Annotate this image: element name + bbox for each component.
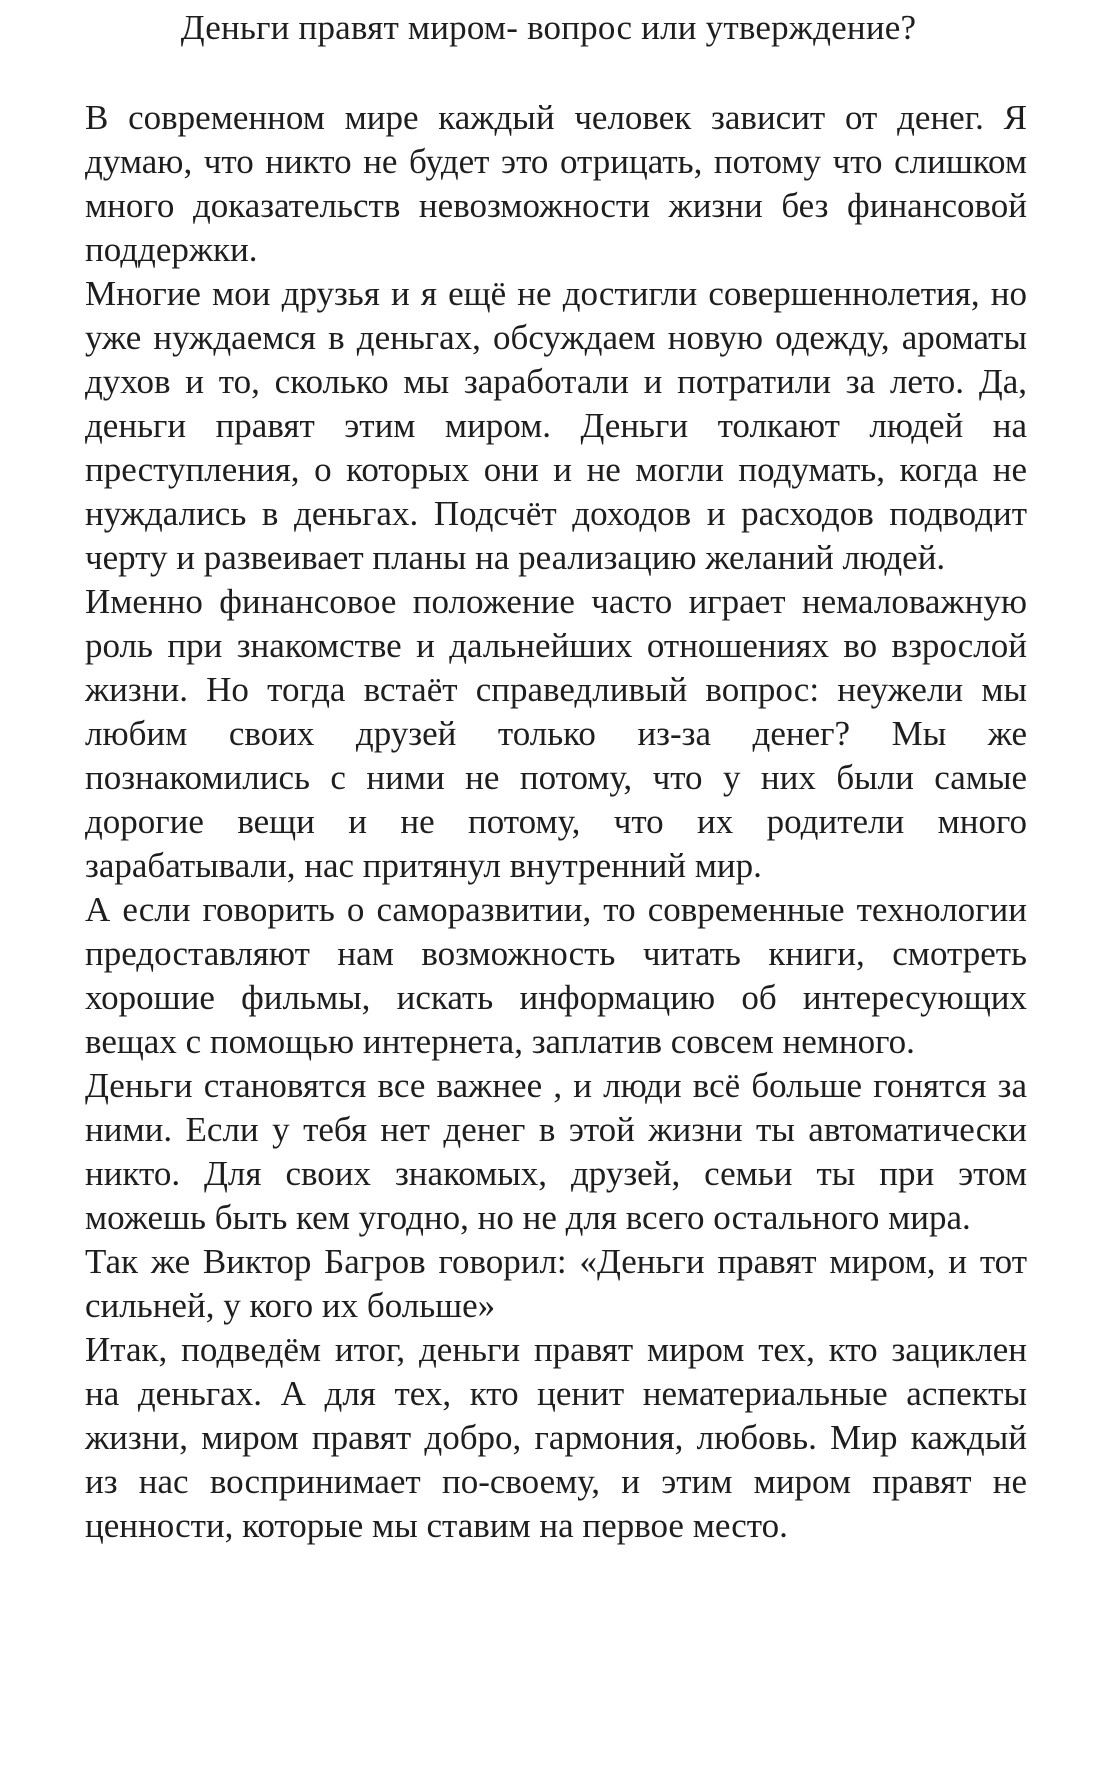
paragraph-1: В современном мире каждый человек зависит от денег. Я думаю, что никто не будет это отрицать, потому что слишком много доказательств невозможности жизни без финансовой поддержки. <box>85 98 1027 269</box>
paragraph-7: Итак, подведём итог, деньги правят миром тех, кто зациклен на деньгах. А для тех, кто ценит нематериальные аспекты жизни, миром правят добро, гармония, любовь. Мир каждый из нас воспринимает по-своему, и этим миром правят не ценности, которые мы ставим на первое место. <box>85 1330 1027 1545</box>
paragraph-4: А если говорить о саморазвитии, то современные технологии предоставляют нам возможность читать книги, смотреть хорошие фильмы, искать информацию об интересующих вещах с помощью интернета, заплатив совсем немного. <box>85 890 1027 1061</box>
paragraph-3: Именно финансовое положение часто играет немаловажную роль при знакомстве и дальнейших отношениях во взрослой жизни. Но тогда встаёт справедливый вопрос: неужели мы любим своих друзей только из-за денег? Мы же познакомились с ними не потому, что у них были самые дорогие вещи и не потому, что их родители много зарабатывали, нас притянул внутренний мир. <box>85 582 1027 885</box>
paragraph-2: Многие мои друзья и я ещё не достигли совершеннолетия, но уже нуждаемся в деньгах, обсуждаем новую одежду, ароматы духов и то, сколько мы заработали и потратили за лето. Да, деньги правят этим миром. Деньги толкают людей на преступления, о которых они и не могли подумать, когда не нуждались в деньгах. Подсчёт доходов и расходов подводит черту и развеивает планы на реализацию желаний людей. <box>85 274 1027 577</box>
document-title: Деньги правят миром- вопрос или утверждение? <box>180 8 917 47</box>
paragraph-6: Так же Виктор Багров говорил: «Деньги правят миром, и тот сильней, у кого их больше» <box>85 1242 1027 1325</box>
document-body <box>85 96 1027 1548</box>
paragraph-5: Деньги становятся все важнее , и люди всё больше гонятся за ними. Если у тебя нет денег в этой жизни ты автоматически никто. Для своих знакомых, друзей, семьи ты при этом можешь быть кем угодно, но не для всего остального мира. <box>85 1066 1027 1237</box>
